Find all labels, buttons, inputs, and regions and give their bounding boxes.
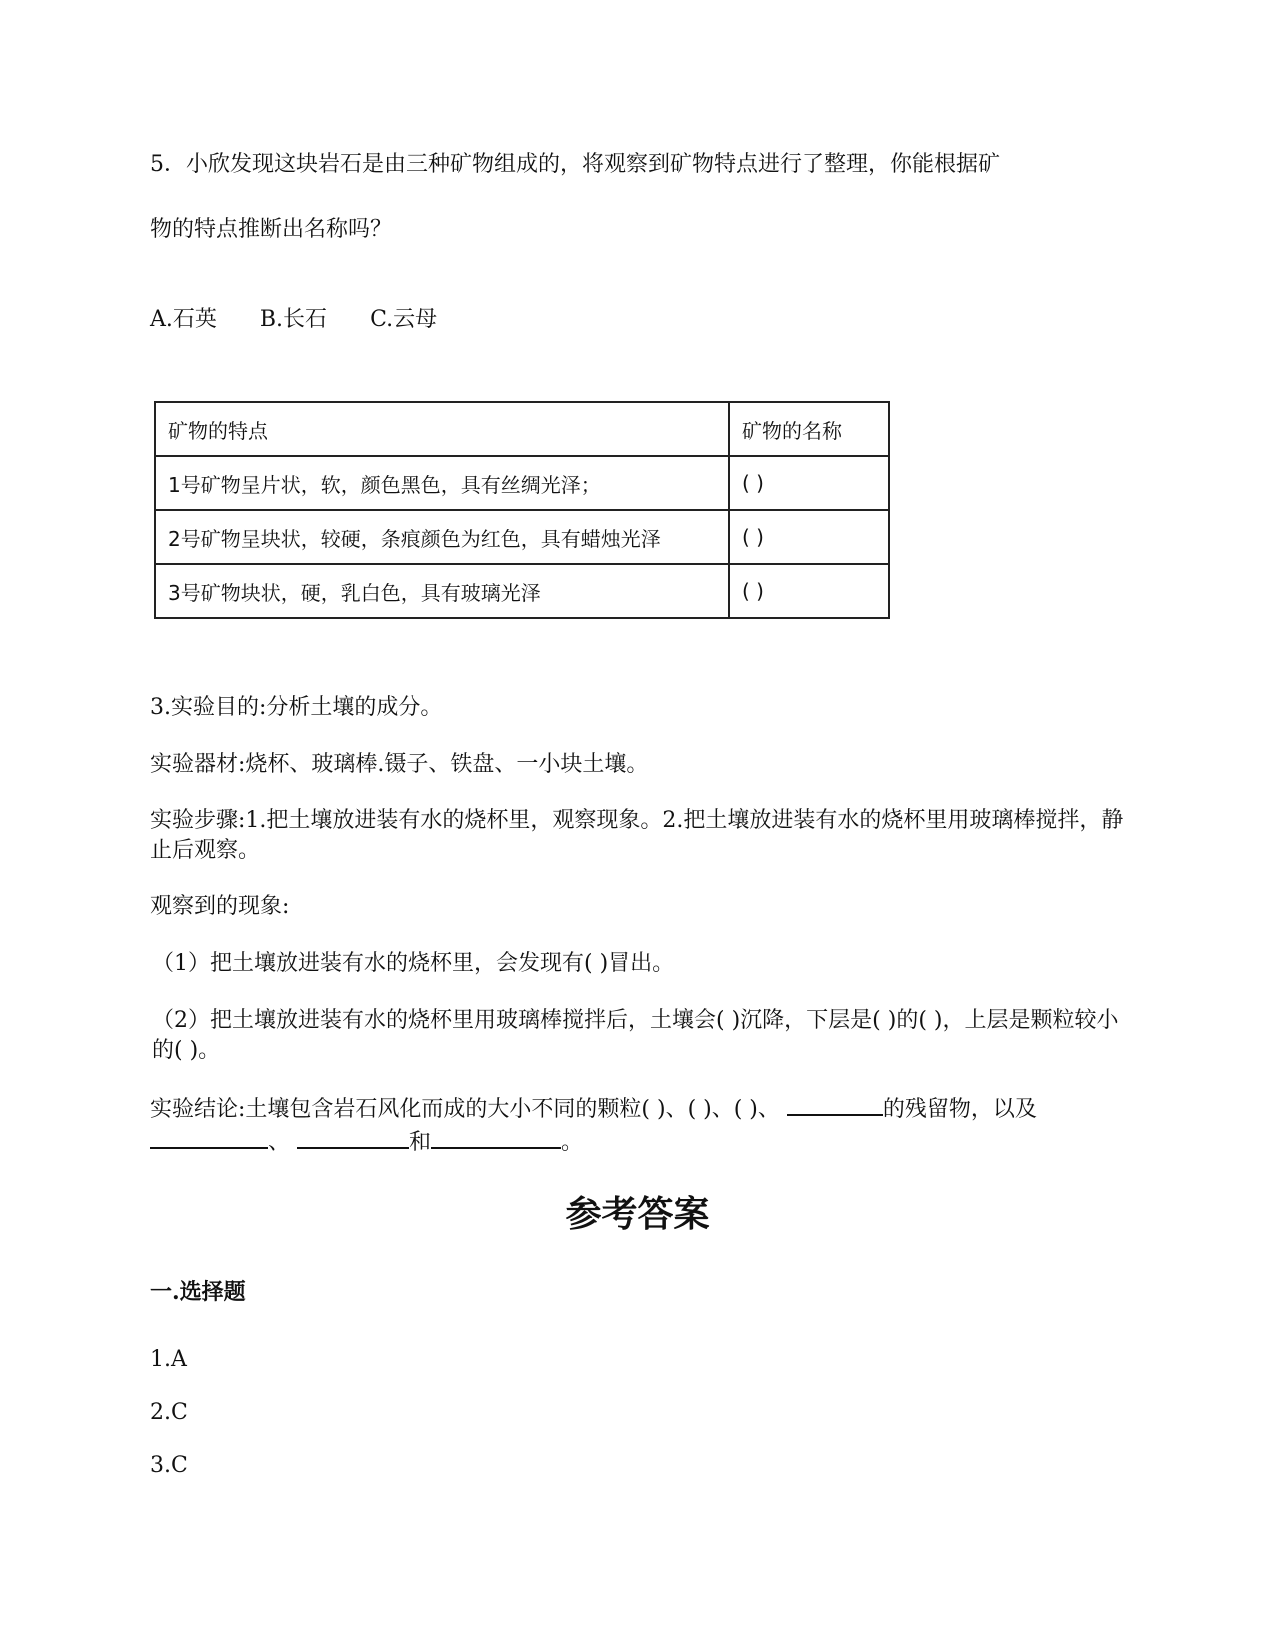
question-5-text-line-1: 5．小欣发现这块岩石是由三种矿物组成的，将观察到矿物特点进行了整理，你能根据矿: [150, 152, 1000, 177]
header-feature: 矿物的特点: [155, 402, 729, 456]
answer-section-heading: 一.选择题: [150, 1279, 246, 1305]
option-b: B.长石: [259, 307, 328, 332]
table-row: [155, 510, 889, 564]
option-a: A.石英: [150, 307, 217, 332]
conclusion-blank-1: [787, 1092, 883, 1116]
mineral-2-answer-blank: ( ): [729, 510, 889, 564]
mineral-3-feature: 3号矿物块状，硬，乳白色，具有玻璃光泽: [155, 564, 729, 618]
experiment-materials: 实验器材:烧杯、玻璃棒.镊子、铁盘、一小块土壤。: [150, 752, 649, 777]
answer-item-2: 2.C: [150, 1400, 188, 1425]
experiment-conclusion: [150, 1092, 1130, 1158]
mineral-1-answer-blank: ( ): [729, 456, 889, 510]
conclusion-end: 。: [561, 1130, 584, 1155]
mineral-table: [154, 401, 890, 619]
answer-item-1: 1.A: [150, 1347, 187, 1372]
conclusion-start: 实验结论:土壤包含岩石风化而成的大小不同的颗粒( )、( )、( )、: [150, 1097, 780, 1122]
conclusion-and: 和: [409, 1130, 432, 1155]
conclusion-separator: 、: [268, 1130, 291, 1155]
mineral-3-answer-blank: ( ): [729, 564, 889, 618]
answer-item-3: 3.C: [150, 1453, 188, 1478]
question-5-text-line-2: 物的特点推断出名称吗？: [150, 217, 393, 242]
table-row: [155, 564, 889, 618]
mineral-2-feature: 2号矿物呈块状，较硬，条痕颜色为红色，具有蜡烛光泽: [155, 510, 729, 564]
question-5-options: [150, 305, 473, 335]
observation-1: （1）把土壤放进装有水的烧杯里，会发现有( )冒出。: [152, 951, 675, 976]
experiment-steps: 实验步骤:1.把土壤放进装有水的烧杯里，观察现象。2.把土壤放进装有水的烧杯里用玻璃棒搅拌，静止后观察。: [150, 808, 1124, 863]
observation-label: 观察到的现象:: [150, 894, 290, 919]
answer-title: 参考答案: [565, 1193, 710, 1235]
conclusion-mid: 的残留物，以及: [882, 1097, 1037, 1122]
conclusion-blank-2: [150, 1125, 268, 1149]
conclusion-blank-3: [297, 1125, 409, 1149]
conclusion-blank-4: [431, 1125, 561, 1149]
header-name: 矿物的名称: [729, 402, 889, 456]
observation-2: （2）把土壤放进装有水的烧杯里用玻璃棒搅拌后，土壤会( )沉降，下层是( )的( )，上层是颗粒较小的( )。: [152, 1008, 1119, 1063]
table-header-row: [155, 402, 889, 456]
experiment-aim: 3.实验目的:分析土壤的成分。: [150, 695, 443, 720]
table-row: [155, 456, 889, 510]
mineral-1-feature: 1号矿物呈片状，软，颜色黑色，具有丝绸光泽；: [155, 456, 729, 510]
option-c: C.云母: [370, 307, 438, 332]
